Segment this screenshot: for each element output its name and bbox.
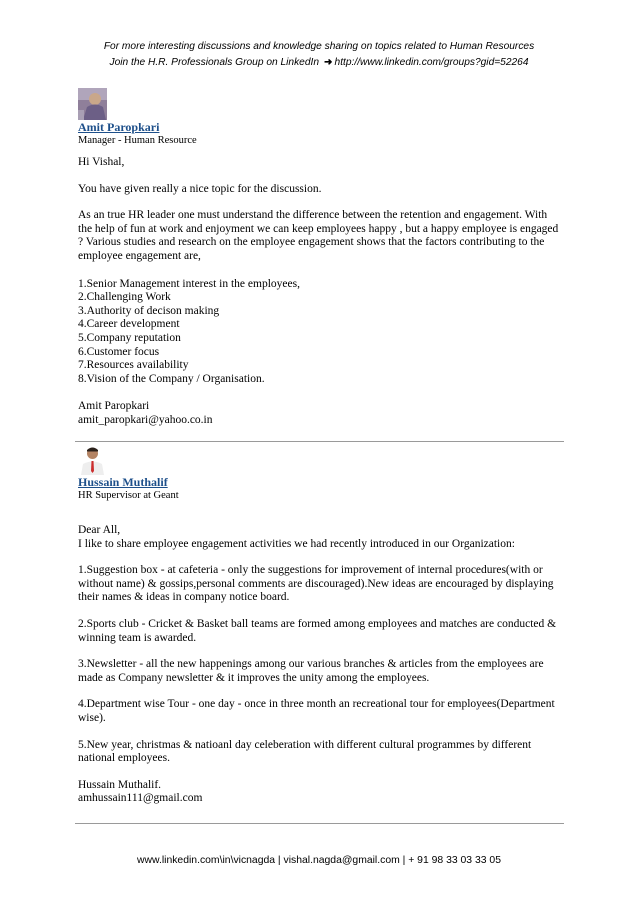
header-group-text: Join the H.R. Professionals Group on LinkedIn [109,57,319,68]
list-item: 3.Authority of decison making [78,304,220,317]
page-footer: www.linkedin.com\in\vicnagda | vishal.nagda@gmail.com | + 91 98 33 03 33 05 [137,855,501,866]
list-item: 5.Company reputation [78,331,181,344]
signature-name: Amit Paropkari [78,400,150,413]
greeting: Dear All, [78,524,121,536]
author-title: Manager - Human Resource [78,135,197,146]
list-item: 7.Resources availability [78,359,189,372]
activity-item: 3.Newsletter - all the new happenings among our various branches & articles from the employees are made as Company newsletter & it improves the unity among the employees. [78,658,544,684]
factor-list [78,278,564,387]
list-item: 6.Customer focus [78,345,160,358]
right-arrow-icon: ➜ [324,57,333,68]
header-group-link[interactable]: http://www.linkedin.com/groups?gid=52264 [334,57,529,68]
post-divider [75,823,564,824]
post-divider [75,441,564,442]
signature-name: Hussain Muthalif. [78,778,162,791]
greeting: Hi Vishal, [78,156,125,168]
list-item: 1.Senior Management interest in the employees, [78,277,300,290]
amit-avatar [78,88,107,120]
author-name[interactable]: Amit Paropkari [78,120,160,134]
author-name[interactable]: Hussain Muthalif [78,475,168,489]
activity-item: 1.Suggestion box - at cafeteria - only the suggestions for improvement of internal procedures(with or without name) & gossips,personal comments are discouraged).New ideas are encouraged by displaying their names & ideas in company notice board. [78,564,554,604]
author-title: HR Supervisor at Geant [78,490,179,501]
page-header [0,39,638,71]
hussain-avatar [78,444,107,475]
activity-item: 4.Department wise Tour - one day - once in three month an recreational tour for employees(Department wise). [78,698,555,724]
list-item: 4.Career development [78,318,180,331]
signature-email: amhussain111@gmail.com [78,792,203,805]
post-hussain [78,444,564,806]
paragraph: I like to share employee engagement activities we had recently introduced in our Organization: [78,537,515,550]
activity-item: 2.Sports club - Cricket & Basket ball teams are formed among employees and matches are conducted & winning team is awarded. [78,617,557,644]
list-item: 8.Vision of the Company / Organisation. [78,372,265,385]
post-amit [78,88,564,428]
activity-item: 5.New year, christmas & natioanl day celeberation with different cultural programmes by different national employees. [78,738,532,765]
header-line-2 [0,55,638,71]
paragraph: As an true HR leader one must understand the difference between the retention and engagement. With the help of fun at work and enjoyment we can keep employees happy , but a happy employee is engaged ? Various studies and research on the employee engagement shows that the factors contributing to the employee engagement are, [78,209,559,262]
paragraph: You have given really a nice topic for the discussion. [78,182,322,195]
list-item: 2.Challenging Work [78,291,171,304]
signature-email: amit_paropkari@yahoo.co.in [78,413,213,426]
header-line-1: For more interesting discussions and knowledge sharing on topics related to Human Resources [103,41,535,52]
